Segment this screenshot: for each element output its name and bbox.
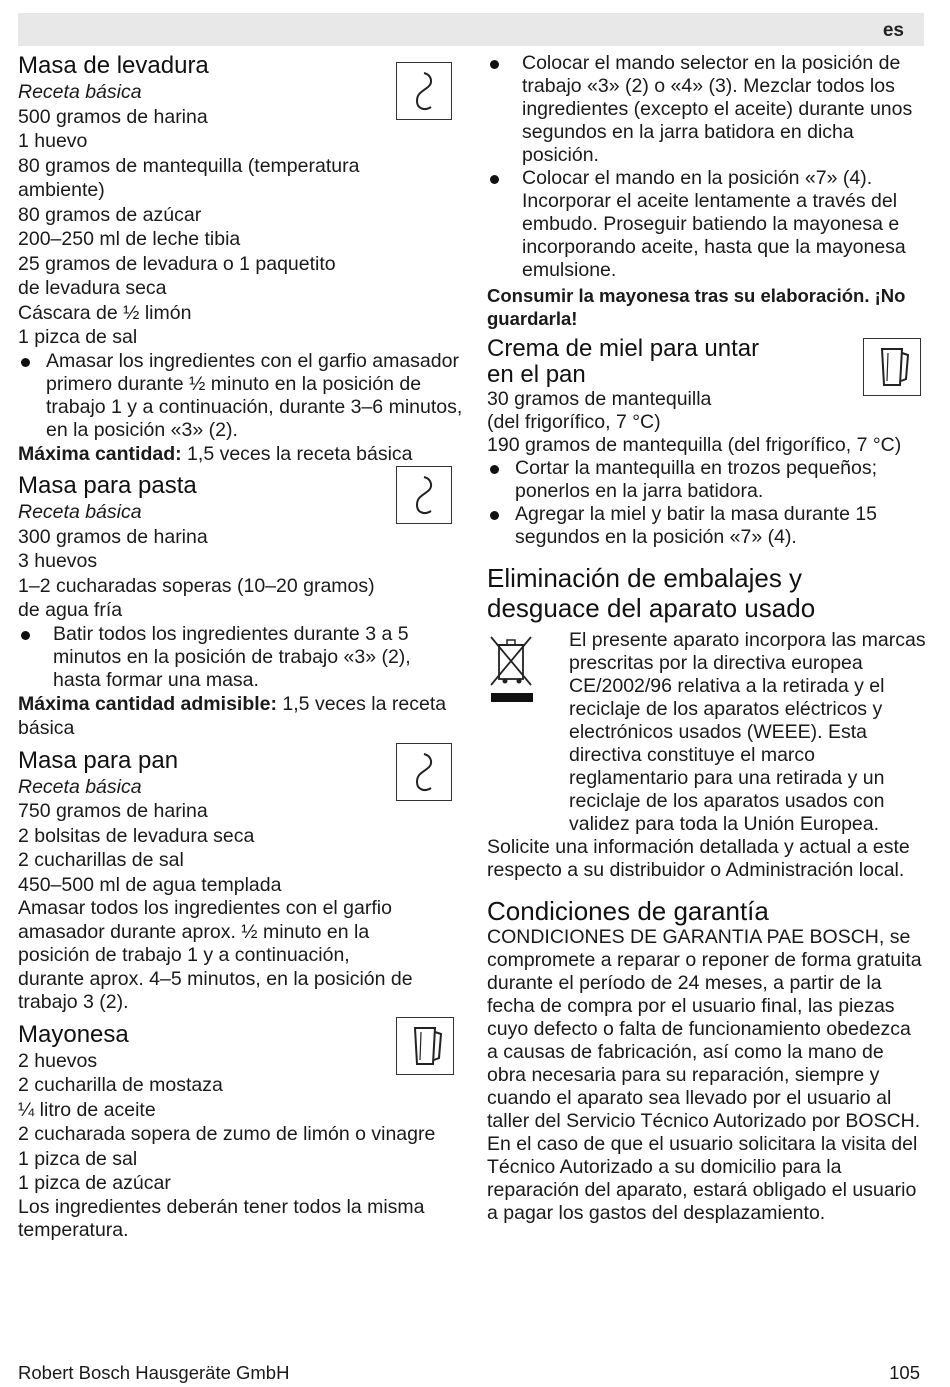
weee-text: El presente aparato incorpora las marcas prescritas por la directiva europea CE/2002/96 relativa a la retirada y el reciclaje de los aparatos eléctricos y electrónicos usados (WEEE). Esta directiva constituye el marco reglamentario para una retirada y un reciclaje de los aparatos usados con validez para toda la Unión Europea.	[569, 629, 926, 835]
ingredient: 1 pizca de azúcar	[18, 1172, 171, 1194]
section-miel	[487, 336, 927, 549]
ingredient: 300 gramos de harina	[18, 525, 208, 548]
section-eliminacion	[487, 563, 927, 882]
section-title: Crema de miel para untar en el pan	[487, 335, 760, 388]
kneading-hook-icon	[396, 743, 452, 801]
ingredient: 2 cucharilla de mostaza	[18, 1074, 223, 1096]
ingredient: 750 gramos de harina	[18, 800, 208, 822]
mayo-warning: Consumir la mayonesa tras su elaboración. ¡No guardarla!	[487, 285, 906, 329]
ingredient: 190 gramos de mantequilla (del frigorífico, 7 °C)	[487, 434, 902, 456]
recipe-subtitle: Receta básica	[18, 501, 142, 523]
ingredient: ¼ litro de aceite	[18, 1098, 156, 1121]
ingredient: 500 gramos de harina	[18, 105, 208, 128]
section-title: Condiciones de garantía	[487, 896, 769, 926]
section-title: Masa de levadura	[18, 52, 209, 79]
section-title: Masa para pasta	[18, 472, 197, 499]
ingredient: 200–250 ml de leche tibia	[18, 228, 241, 250]
ingredient: Cáscara de ½ limón	[18, 301, 192, 324]
section-levadura	[18, 52, 463, 466]
left-column	[18, 52, 463, 1242]
weee-block	[487, 629, 927, 836]
mayo-step: Colocar el mando selector en la posición de trabajo «3» (2) o «4» (3). Mezclar todos los ingredientes (excepto el aceite) durante unos segundos en la jarra batidora en dicha posición.	[487, 52, 927, 167]
header-bar	[18, 13, 924, 46]
instruction-bullet: Amasar los ingredientes con el garfio amasador primero durante ½ minuto en la posición de trabajo 1 y a continuación, durante 3–6 minutos, en la posición «3» (2).	[18, 350, 463, 442]
ingredient: 80 gramos de mantequilla (temperatura	[18, 154, 360, 177]
ingredient: 1 pizca de sal	[18, 1147, 138, 1170]
footer-company: Robert Bosch Hausgeräte GmbH	[18, 1362, 290, 1383]
note-paragraph: Los ingredientes deberán tener todos la misma temperatura.	[18, 1195, 425, 1241]
ingredient: 1–2 cucharadas soperas (10–20 gramos)	[18, 574, 375, 597]
section-garantia	[487, 896, 927, 1225]
kneading-hook-icon	[396, 466, 452, 524]
ingredient: de agua fría	[18, 599, 123, 621]
ingredient: 30 gramos de mantequilla	[487, 388, 712, 410]
warranty-paragraph: En el caso de que el usuario solicitara la visita del Técnico Autorizado a su domicilio para la reparación del aparato, estará obligado el usuario a pagar los gastos del desplazamiento.	[487, 1133, 918, 1224]
section-title: Eliminación de embalajes y desguace del aparato usado	[487, 563, 816, 623]
kneading-hook-icon	[396, 62, 452, 120]
language-label: es	[882, 20, 904, 41]
info-paragraph: Solicite una información detallada y actual a este respecto a su distribuidor o Administración local.	[487, 836, 910, 881]
crossed-bin-icon	[487, 631, 537, 703]
ingredient: 1 huevo	[18, 130, 88, 152]
instruction-bullet: Batir todos los ingredientes durante 3 a 5 minutos en la posición de trabajo «3» (2), hasta formar una masa.	[18, 623, 463, 692]
ingredient: ambiente)	[18, 179, 105, 201]
ingredient: 1 pizca de sal	[18, 326, 138, 348]
section-pan	[18, 747, 463, 1015]
page-number: 105	[889, 1362, 920, 1383]
ingredient: 2 cucharada sopera de zumo de limón o vinagre	[18, 1123, 436, 1145]
max-quantity	[18, 442, 463, 467]
ingredient: 2 cucharillas de sal	[18, 849, 184, 871]
max-label: Máxima cantidad:	[18, 442, 182, 465]
section-pasta	[18, 472, 463, 741]
blender-jug-icon	[863, 338, 921, 396]
section-title: Mayonesa	[18, 1020, 129, 1048]
recipe-subtitle: Receta básica	[18, 775, 142, 798]
recipe-subtitle: Receta básica	[18, 81, 142, 103]
mayo-step: Colocar el mando en la posición «7» (4). Incorporar el aceite lentamente a través del embudo. Proseguir batiendo la mayonesa e incorporando aceite, hasta que la mayonesa emulsione.	[487, 167, 927, 282]
max-value: 1,5 veces la receta básica	[181, 442, 413, 465]
ingredient: 80 gramos de azúcar	[18, 203, 202, 226]
ingredient: 2 bolsitas de levadura seca	[18, 824, 255, 847]
instruction-paragraph: Amasar todos los ingredientes con el garfio amasador durante aprox. ½ minuto en la posición de trabajo 1 y a continuación, durante aprox. 4–5 minutos, en la posición de trabajo 3 (2).	[18, 897, 413, 1013]
ingredient: 2 huevos	[18, 1049, 98, 1072]
max-label: Máxima cantidad admisible:	[18, 692, 277, 715]
section-title: Masa para pan	[18, 746, 179, 774]
section-mayonesa	[18, 1021, 463, 1242]
instruction-bullet: Cortar la mantequilla en trozos pequeños; ponerlos en la jarra batidora.	[487, 457, 927, 503]
ingredient: 3 huevos	[18, 550, 98, 572]
ingredient: 450–500 ml de agua templada	[18, 873, 282, 896]
max-value: 1,5 veces la receta básica	[18, 692, 447, 739]
ingredient: 25 gramos de levadura o 1 paquetito	[18, 252, 336, 275]
right-column	[487, 52, 927, 1225]
instruction-bullet: Agregar la miel y batir la masa durante 15 segundos en la posición «7» (4).	[487, 503, 927, 549]
warranty-paragraph: CONDICIONES DE GARANTIA PAE BOSCH, se compromete a reparar o reponer de forma gratuita durante el período de 24 meses, a partir de la fecha de compra por el usuario final, las piezas cuyo defecto o falta de funcionamiento obedezca a causas de fabricación, así como la mano de obra necesaria para su reparación, siempre y cuando el aparato sea llevado por el usuario al taller del Servicio Técnico Autorizado por BOSCH.	[487, 926, 922, 1132]
ingredient: de levadura seca	[18, 277, 167, 299]
ingredient: (del frigorífico, 7 °C)	[487, 411, 661, 433]
max-quantity	[18, 692, 463, 741]
blender-jug-icon	[396, 1017, 454, 1075]
